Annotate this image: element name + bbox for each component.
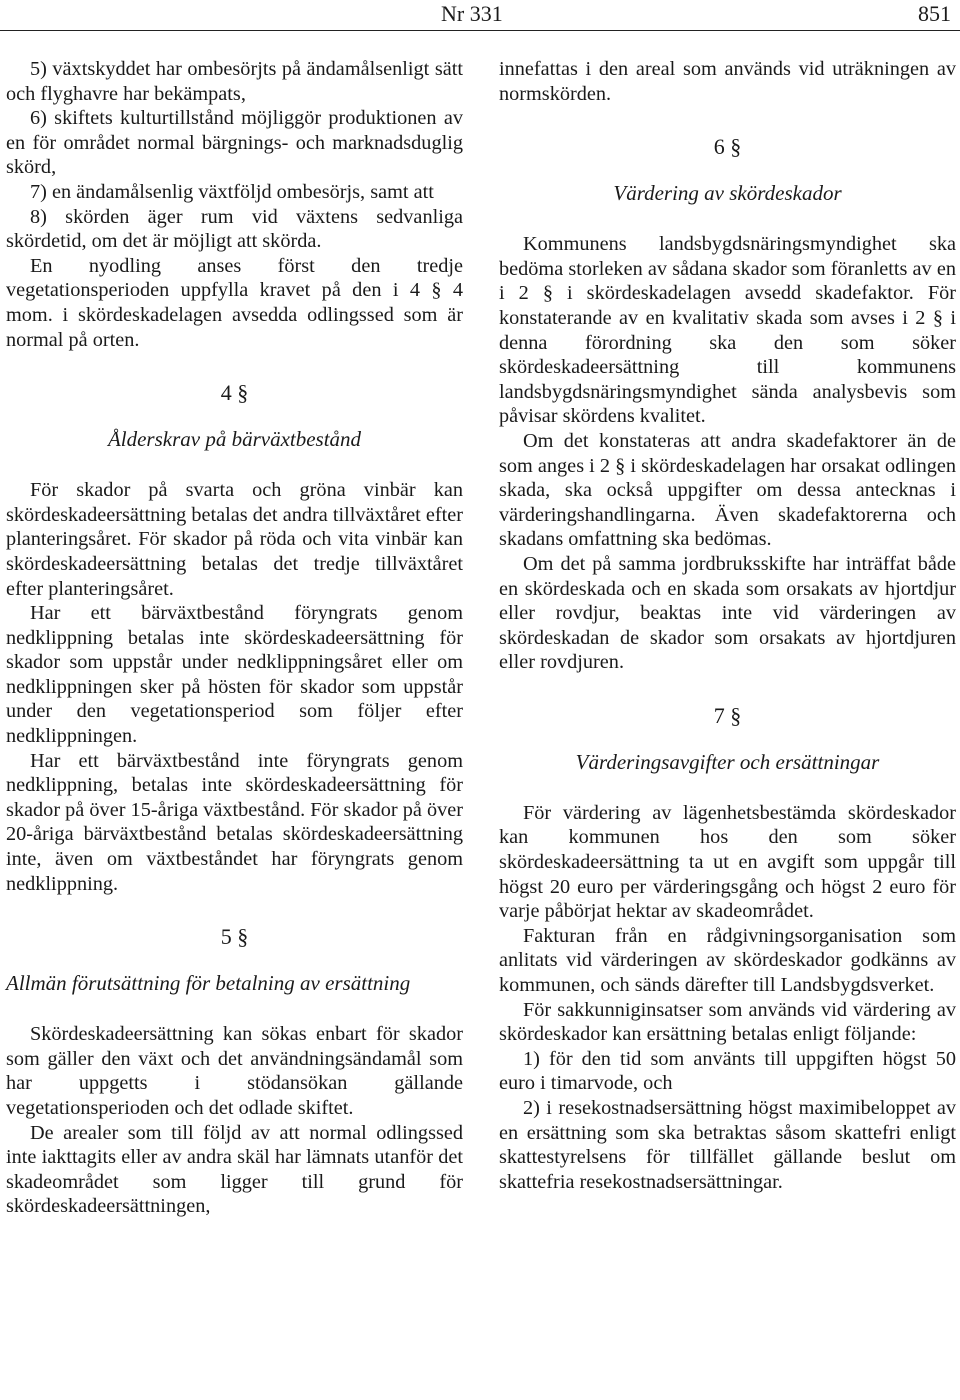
paragraph: innefattas i den areal som används vid uträkningen av normskörden.: [499, 58, 956, 105]
list-item: 8) skörden äger rum vid växtens sedvanliga skördetid, om det är möjligt att skörda.: [6, 205, 463, 253]
section-number: 6 §: [713, 134, 742, 160]
paragraph: För sakkunniginsatser som används vid värdering av skördeskador kan ersättning betalas enligt följande:: [499, 998, 956, 1046]
list-item: 7) en ändamålsenlig växtföljd ombesörjs, samt att: [30, 180, 434, 203]
right-column: [499, 57, 956, 1194]
document-number: Nr 331: [441, 1, 503, 26]
left-column: [6, 57, 463, 1219]
paragraph: Skördeskadeersättning kan sökas enbart för skador som gäller den växt och det användningsändamål som har uppgetts i stödansökan gällande vegetationsperioden och det odlade skiftet.: [6, 1023, 463, 1119]
paragraph: Om det konstateras att andra skadefaktorer än de som anges i 2 § i skördeskadelagen har orsakat odlingen skada, ska också uppgifter om dessa antecknas i värderingshandlingarna. Även skadefaktorerna och skadans omfattning ska bedömas.: [499, 429, 956, 551]
section-number: 4 §: [220, 380, 249, 406]
header-rule: [0, 30, 960, 31]
section-title: Värderingsavgifter och ersättningar: [575, 749, 880, 774]
page-number: 851: [918, 1, 951, 26]
list-item: 1) för den tid som använts till uppgiften högst 50 euro i timarvode, och: [499, 1047, 956, 1095]
page-header: [0, 0, 960, 30]
section-title: Värdering av skördeskador: [613, 181, 842, 206]
paragraph: Har ett bärväxtbestånd föryngrats genom nedklippning betalas inte skördeskadeersättning för skador som uppstår under nedklippningsåret eller om nedklippningen sker på hösten för skador som uppstår under den vegetationsperiod som följer efter nedklippningen.: [6, 602, 463, 748]
paragraph: För skador på svarta och gröna vinbär kan skördeskadeersättning betalas det andra tillväxtåret efter planteringsåret. För skador på röda och vita vinbär kan skördeskadeersättning betalas det tredje tillväxtåret efter planteringsåret.: [6, 479, 463, 600]
list-item: 6) skiftets kulturtillstånd möjliggör produktionen av en för området normal bärgnings- och marknadsduglig skörd,: [6, 107, 463, 179]
paragraph: För värdering av lägenhetsbestämda skördeskador kan kommunen hos den som söker skördeskadeersättning ta ut en avgift som uppgår till högst 20 euro per värderingsgång och högst 2 euro för varje påbörjat hektar av skadeområdet.: [499, 801, 956, 923]
paragraph: Om det på samma jordbruksskifte har inträffat både en skördeskada och en skada som orsakats av hjortdjur eller rovdjur, beaktas inte vid värderingen av skördeskadan de skador som orsakats av hjortdjuren eller rovdjuren.: [499, 552, 956, 674]
paragraph: De arealer som till följd av att normal odlingssed inte iakttagits eller av andra skäl har lämnats utanför det skadeområdet som ligger till grund för skördeskadeersättningen,: [6, 1121, 463, 1218]
list-item: 2) i resekostnadsersättning högst maximibeloppet av en ersättning som ska betraktas såsom skattefri enligt skattestyrelsens för tillfället gällande beslut om skattefria resekostnadsersättningar.: [499, 1097, 956, 1193]
paragraph: Fakturan från en rådgivningsorganisation som anlitats vid värderingen av skördeskador godkänns av kommunen, och sänds därefter till Landsbygdsverket.: [499, 924, 956, 997]
section-number: 5 §: [220, 924, 249, 950]
section-number: 7 §: [713, 702, 742, 728]
section-title: Ålderskrav på bärväxtbestånd: [107, 427, 362, 452]
paragraph: Har ett bärväxtbestånd inte föryngrats genom nedklippning, betalas inte skördeskadeersättning för skador på över 15-åriga växtbestånd. För skador på över 20-åriga bärväxtbestånd betalas skördeskadeersättning inte, även om växtbeståndet har föryngrats genom nedklippning.: [6, 749, 463, 895]
paragraph: Kommunens landsbygdsnäringsmyndighet ska bedöma storleken av sådana skador som föranletts av en i 2 § i skördeskadelagen avsedd skadefaktor. För konstaterande av en kvalitativ skada som avses i 2 § i denna förordning ska den som söker skördeskadeersättning till kommunens landsbygdsnäringsmyndighet sända analysbevis som påvisar skördens kvalitet.: [499, 233, 956, 428]
section-title: Allmän förutsättning för betalning av ersättning: [6, 971, 411, 996]
list-item: 5) växtskyddet har ombesörjts på ändamålsenligt sätt och flyghavre har bekämpats,: [6, 58, 463, 105]
paragraph: En nyodling anses först den tredje vegetationsperioden uppfylla kravet på den i 4 § 4 mom. i skördeskadelagen avsedda odlingssed som är normal på orten.: [6, 254, 463, 351]
